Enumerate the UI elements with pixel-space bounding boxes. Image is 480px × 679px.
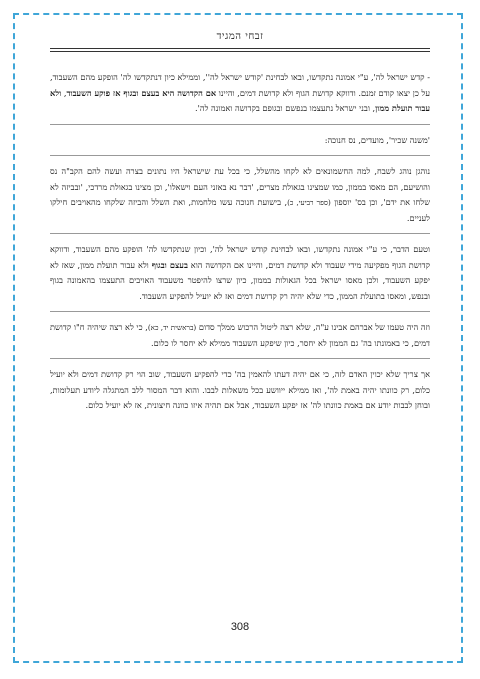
paragraph-3 [50, 242, 430, 304]
running-header [50, 28, 430, 54]
paragraph-4 [50, 320, 430, 351]
p1-text: - קדש ישראל לה', ע"י אמונה נתקדשו, ובאו לבחינת 'קודש ישראל לה'', וממילא כיון דנתקדשו לה' הופקע מהם השעבוד, על כן יצאו קודם זמנם. ודווקא קדושת הגוף ולא קדושת דמים, והיינו [50, 72, 431, 98]
page-number: 308 [230, 621, 250, 633]
header-rule [50, 51, 430, 52]
p5-text: אך צריך שלא יכוין האדם לזה, כי אם יהיה דעתו להאמין בה' כדי להפקיע השעבוד, שוב הוי רק קדושת דמים ולא יועיל כלום, רק כוונתו יהיה באמת לה', ואז ממילא ייוושע בכל משאלות לבבו. והוא דבר המסור ללב המתגלה ליודע תעלומות, ובוחן לבבות יודע אם באמת כוונתו לה' אז יפקע השעבוד, אבל אם תהיה איזו כוונה חיצונית, אז לא יועיל כלום. [50, 369, 430, 410]
p4-text: וזה היה טעמו של אברהם אבינו ע"ה, שלא רצה ליטול הרכוש ממלך סדום [196, 322, 430, 332]
section-divider [50, 155, 430, 156]
p1-bold: אם הקדושה היא בעצם ובגוף אז פוקע השעבוד [66, 87, 217, 98]
running-header-title: זבחי המגיד [216, 31, 264, 42]
p4-text: , כי לא רצה שיהיה ח"ו קדושת דמים, כי באמונתו בה' גם הממון לא יחסר, כיון שיפקע השעבוד ממילא לא יחסר לו כלום. [50, 322, 430, 348]
paragraph-5 [50, 367, 430, 414]
section-divider [50, 358, 430, 359]
p3-bold: בעצם ובגוף [151, 259, 188, 270]
paragraph-2 [50, 164, 430, 226]
p1-text: , ובני ישראל נתעצמו בנפשם ובגופם בקדושה ואמונה לה'. [195, 103, 376, 113]
p2-text: , בישועת חנוכה עשו מלחמות, ואת השלל והביזה שלקחו מהאויבים חילקו לעניים. [50, 197, 430, 223]
source-citation: (ספר רביעי, כ) [287, 198, 331, 207]
paragraph-1 [50, 70, 430, 117]
section-divider [50, 124, 430, 125]
p1-bold: ולא עבור תועלת ממון [50, 87, 430, 113]
p1-text: , [61, 87, 67, 98]
source-citation: (בראשית יד, כא) [147, 323, 197, 332]
header-rule [50, 48, 430, 49]
p2-text: נוהגן נוהג לשבח, למה החשמונאים לא לקחו מהשלל, כי בכל עת שישראל היו נתונים בצרה ועשה להם הקב"ה נס והושיעם, הם מאסו בממון, כמו שמצינו בגאולת מצרים, 'דבר נא באזני העם וישאלו', וכן מצינו בגאולת מרדכי, 'ובביזה לא שלחו את ידם', וכן בס' יוספון [50, 166, 430, 207]
section-heading: 'משנה שכיר', מועדים, נס חנוכה: [324, 134, 430, 145]
p3-text: וטעם הדבר, כי ע"י אמונה נתקדשו, ובאו לבחינת קודש ישראל לה', וכיון שנתקדשו לה' הופקע מהם השעבוד, ודווקא קדושת הגוף מפקיעה מידי שעבוד ולא קדושת דמים, והיינו אם הקדושה הוא [50, 244, 431, 270]
section-divider [50, 233, 430, 234]
p3-text: ולא עבור תועלת ממון, שאז לא יפקע השעבוד, ולכן מאסו ישראל בכל הגאולות בממון, כיון שרצו להיפטר משעבוד האויבים התעצמו בהאמונה בגוף ובנפש, ומאסו בתועלת הממון, כדי שלא יהיה רק קדושת דמים ואז לא יועיל להפקיע השעבוד. [50, 259, 430, 301]
page-body [50, 70, 430, 421]
section-divider [50, 311, 430, 312]
